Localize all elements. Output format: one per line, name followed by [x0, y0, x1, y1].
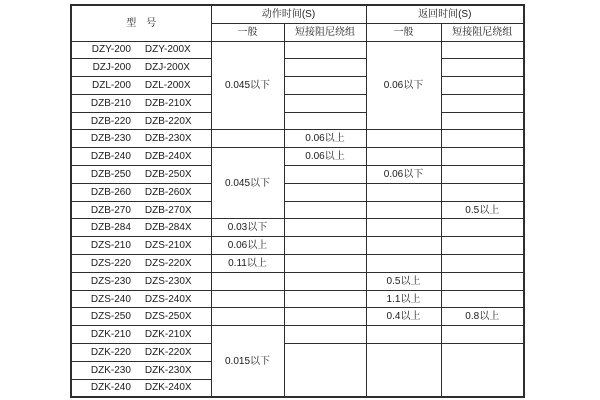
action-damping-cell — [284, 308, 366, 326]
model-name-right: DZK-240X — [144, 382, 192, 394]
relay-spec-table — [70, 4, 525, 398]
action-damping-cell: 0.06以上 — [284, 148, 366, 166]
model-cell — [71, 361, 211, 379]
model-cell — [71, 148, 211, 166]
table-row — [71, 255, 524, 273]
model-name-left: DZS-250 — [90, 311, 131, 323]
table-row — [71, 112, 524, 130]
model-cell — [71, 379, 211, 397]
return-damping-cell — [441, 326, 524, 344]
model-name-right: DZB-250X — [144, 168, 192, 180]
return-damping-cell — [441, 94, 524, 112]
model-name-left: DZY-200 — [91, 44, 131, 56]
action-damping-cell — [284, 59, 366, 77]
return-damping-cell — [441, 255, 524, 273]
model-cell — [71, 41, 211, 59]
action-damping-cell — [284, 183, 366, 201]
model-name-right: DZK-220X — [144, 346, 192, 358]
model-name-left: DZS-230 — [90, 275, 131, 287]
model-name-right: DZS-230X — [144, 275, 192, 287]
model-name-right: DZB-220X — [144, 115, 192, 127]
return-damping-cell — [441, 219, 524, 237]
model-name-right: DZS-240X — [144, 293, 192, 305]
model-cell — [71, 219, 211, 237]
model-cell — [71, 183, 211, 201]
return-damping-cell — [441, 130, 524, 148]
table-row — [71, 326, 524, 344]
model-cell — [71, 130, 211, 148]
model-name-right: DZB-230X — [144, 133, 192, 145]
model-name-left: DZB-284 — [90, 222, 131, 234]
return-damping-cell — [441, 41, 524, 59]
return-general-cell: 0.06以下 — [366, 41, 441, 130]
action-damping-cell — [284, 272, 366, 290]
action-damping-cell — [284, 237, 366, 255]
table-row — [71, 41, 524, 59]
action-damping-cell — [284, 219, 366, 237]
action-general-cell: 0.11以上 — [211, 255, 284, 273]
model-cell — [71, 255, 211, 273]
table-row — [71, 183, 524, 201]
table-row — [71, 344, 524, 362]
model-cell — [71, 290, 211, 308]
model-cell — [71, 166, 211, 184]
return-damping-cell — [441, 237, 524, 255]
model-name-right: DZB-284X — [144, 222, 192, 234]
return-general-cell — [366, 130, 441, 148]
return-damping-cell — [441, 290, 524, 308]
table-row — [71, 219, 524, 237]
action-damping-cell — [284, 255, 366, 273]
table-row — [71, 130, 524, 148]
table-row — [71, 166, 524, 184]
return-damping-cell — [441, 148, 524, 166]
model-cell — [71, 94, 211, 112]
action-damping-cell — [284, 326, 366, 344]
return-general-cell — [366, 255, 441, 273]
model-name-left: DZB-260 — [90, 186, 131, 198]
action-general-cell: 0.03以下 — [211, 219, 284, 237]
model-cell — [71, 112, 211, 130]
return-general-cell — [366, 219, 441, 237]
model-name-right: DZB-260X — [144, 186, 192, 198]
table-row — [71, 272, 524, 290]
action-damping-cell — [284, 166, 366, 184]
model-name-left: DZK-210 — [90, 329, 131, 341]
return-general-cell: 0.5以上 — [366, 272, 441, 290]
model-cell — [71, 77, 211, 95]
model-name-right: DZY-200X — [144, 44, 191, 56]
action-general-cell — [211, 130, 284, 148]
model-name-left: DZL-200 — [92, 79, 131, 91]
action-general-cell: 0.015以下 — [211, 326, 284, 397]
model-name-left: DZK-220 — [90, 346, 131, 358]
model-cell — [71, 344, 211, 362]
model-name-left: DZK-240 — [90, 382, 131, 394]
header-return-damping: 短接阻尼绕组 — [441, 23, 524, 41]
return-damping-cell: 0.5以上 — [441, 201, 524, 219]
action-general-cell: 0.045以下 — [211, 41, 284, 130]
model-cell — [71, 308, 211, 326]
model-name-right: DZB-270X — [144, 204, 192, 216]
model-name-right: DZB-210X — [144, 97, 192, 109]
table-row — [71, 94, 524, 112]
action-damping-cell — [284, 201, 366, 219]
header-return-general: 一般 — [366, 23, 441, 41]
return-general-cell — [366, 201, 441, 219]
return-general-cell — [366, 344, 441, 397]
model-name-right: DZB-240X — [144, 151, 192, 163]
model-name-left: DZK-230 — [90, 364, 131, 376]
model-name-right: DZS-220X — [144, 257, 192, 269]
model-name-left: DZS-220 — [90, 257, 131, 269]
return-damping-cell — [441, 166, 524, 184]
return-damping-cell — [441, 183, 524, 201]
return-damping-cell — [441, 59, 524, 77]
header-action-damping: 短接阻尼绕组 — [284, 23, 366, 41]
table-row — [71, 77, 524, 95]
return-general-cell: 0.4以上 — [366, 308, 441, 326]
model-name-left: DZJ-200 — [92, 62, 131, 74]
model-cell — [71, 201, 211, 219]
model-name-left: DZB-270 — [90, 204, 131, 216]
return-general-cell: 1.1以上 — [366, 290, 441, 308]
action-damping-cell — [284, 344, 366, 397]
return-damping-cell — [441, 77, 524, 95]
action-general-cell: 0.06以上 — [211, 237, 284, 255]
header-model: 型 号 — [71, 5, 211, 41]
table-row — [71, 237, 524, 255]
action-damping-cell — [284, 112, 366, 130]
model-name-right: DZL-200X — [144, 79, 191, 91]
table-row — [71, 201, 524, 219]
model-name-right: DZS-250X — [144, 311, 192, 323]
action-damping-cell — [284, 94, 366, 112]
table-row — [71, 59, 524, 77]
model-name-left: DZB-240 — [90, 151, 131, 163]
model-name-right: DZS-210X — [144, 240, 192, 252]
model-name-left: DZS-210 — [90, 240, 131, 252]
return-general-cell — [366, 326, 441, 344]
return-damping-cell: 0.8以上 — [441, 308, 524, 326]
return-general-cell — [366, 237, 441, 255]
action-general-cell — [211, 272, 284, 290]
action-damping-cell — [284, 290, 366, 308]
action-general-cell — [211, 290, 284, 308]
table-row — [71, 290, 524, 308]
model-name-right: DZK-230X — [144, 364, 192, 376]
model-name-right: DZJ-200X — [144, 62, 190, 74]
model-name-left: DZB-220 — [90, 115, 131, 127]
action-general-cell — [211, 308, 284, 326]
table-row — [71, 308, 524, 326]
header-action-time: 动作时间(S) — [211, 5, 366, 23]
model-cell — [71, 237, 211, 255]
return-damping-cell — [441, 112, 524, 130]
action-general-cell: 0.045以下 — [211, 148, 284, 219]
header-action-general: 一般 — [211, 23, 284, 41]
action-damping-cell: 0.06以上 — [284, 130, 366, 148]
model-name-left: DZS-240 — [90, 293, 131, 305]
table-row — [71, 148, 524, 166]
return-damping-cell — [441, 272, 524, 290]
header-row-1 — [71, 5, 524, 23]
model-name-left: DZB-250 — [90, 168, 131, 180]
return-general-cell — [366, 183, 441, 201]
action-damping-cell — [284, 41, 366, 59]
model-name-right: DZK-210X — [144, 329, 192, 341]
return-general-cell: 0.06以下 — [366, 166, 441, 184]
action-damping-cell — [284, 77, 366, 95]
model-cell — [71, 59, 211, 77]
model-cell — [71, 272, 211, 290]
return-damping-cell — [441, 344, 524, 397]
model-name-left: DZB-210 — [90, 97, 131, 109]
return-general-cell — [366, 148, 441, 166]
header-return-time: 返回时间(S) — [366, 5, 524, 23]
model-cell — [71, 326, 211, 344]
model-name-left: DZB-230 — [90, 133, 131, 145]
